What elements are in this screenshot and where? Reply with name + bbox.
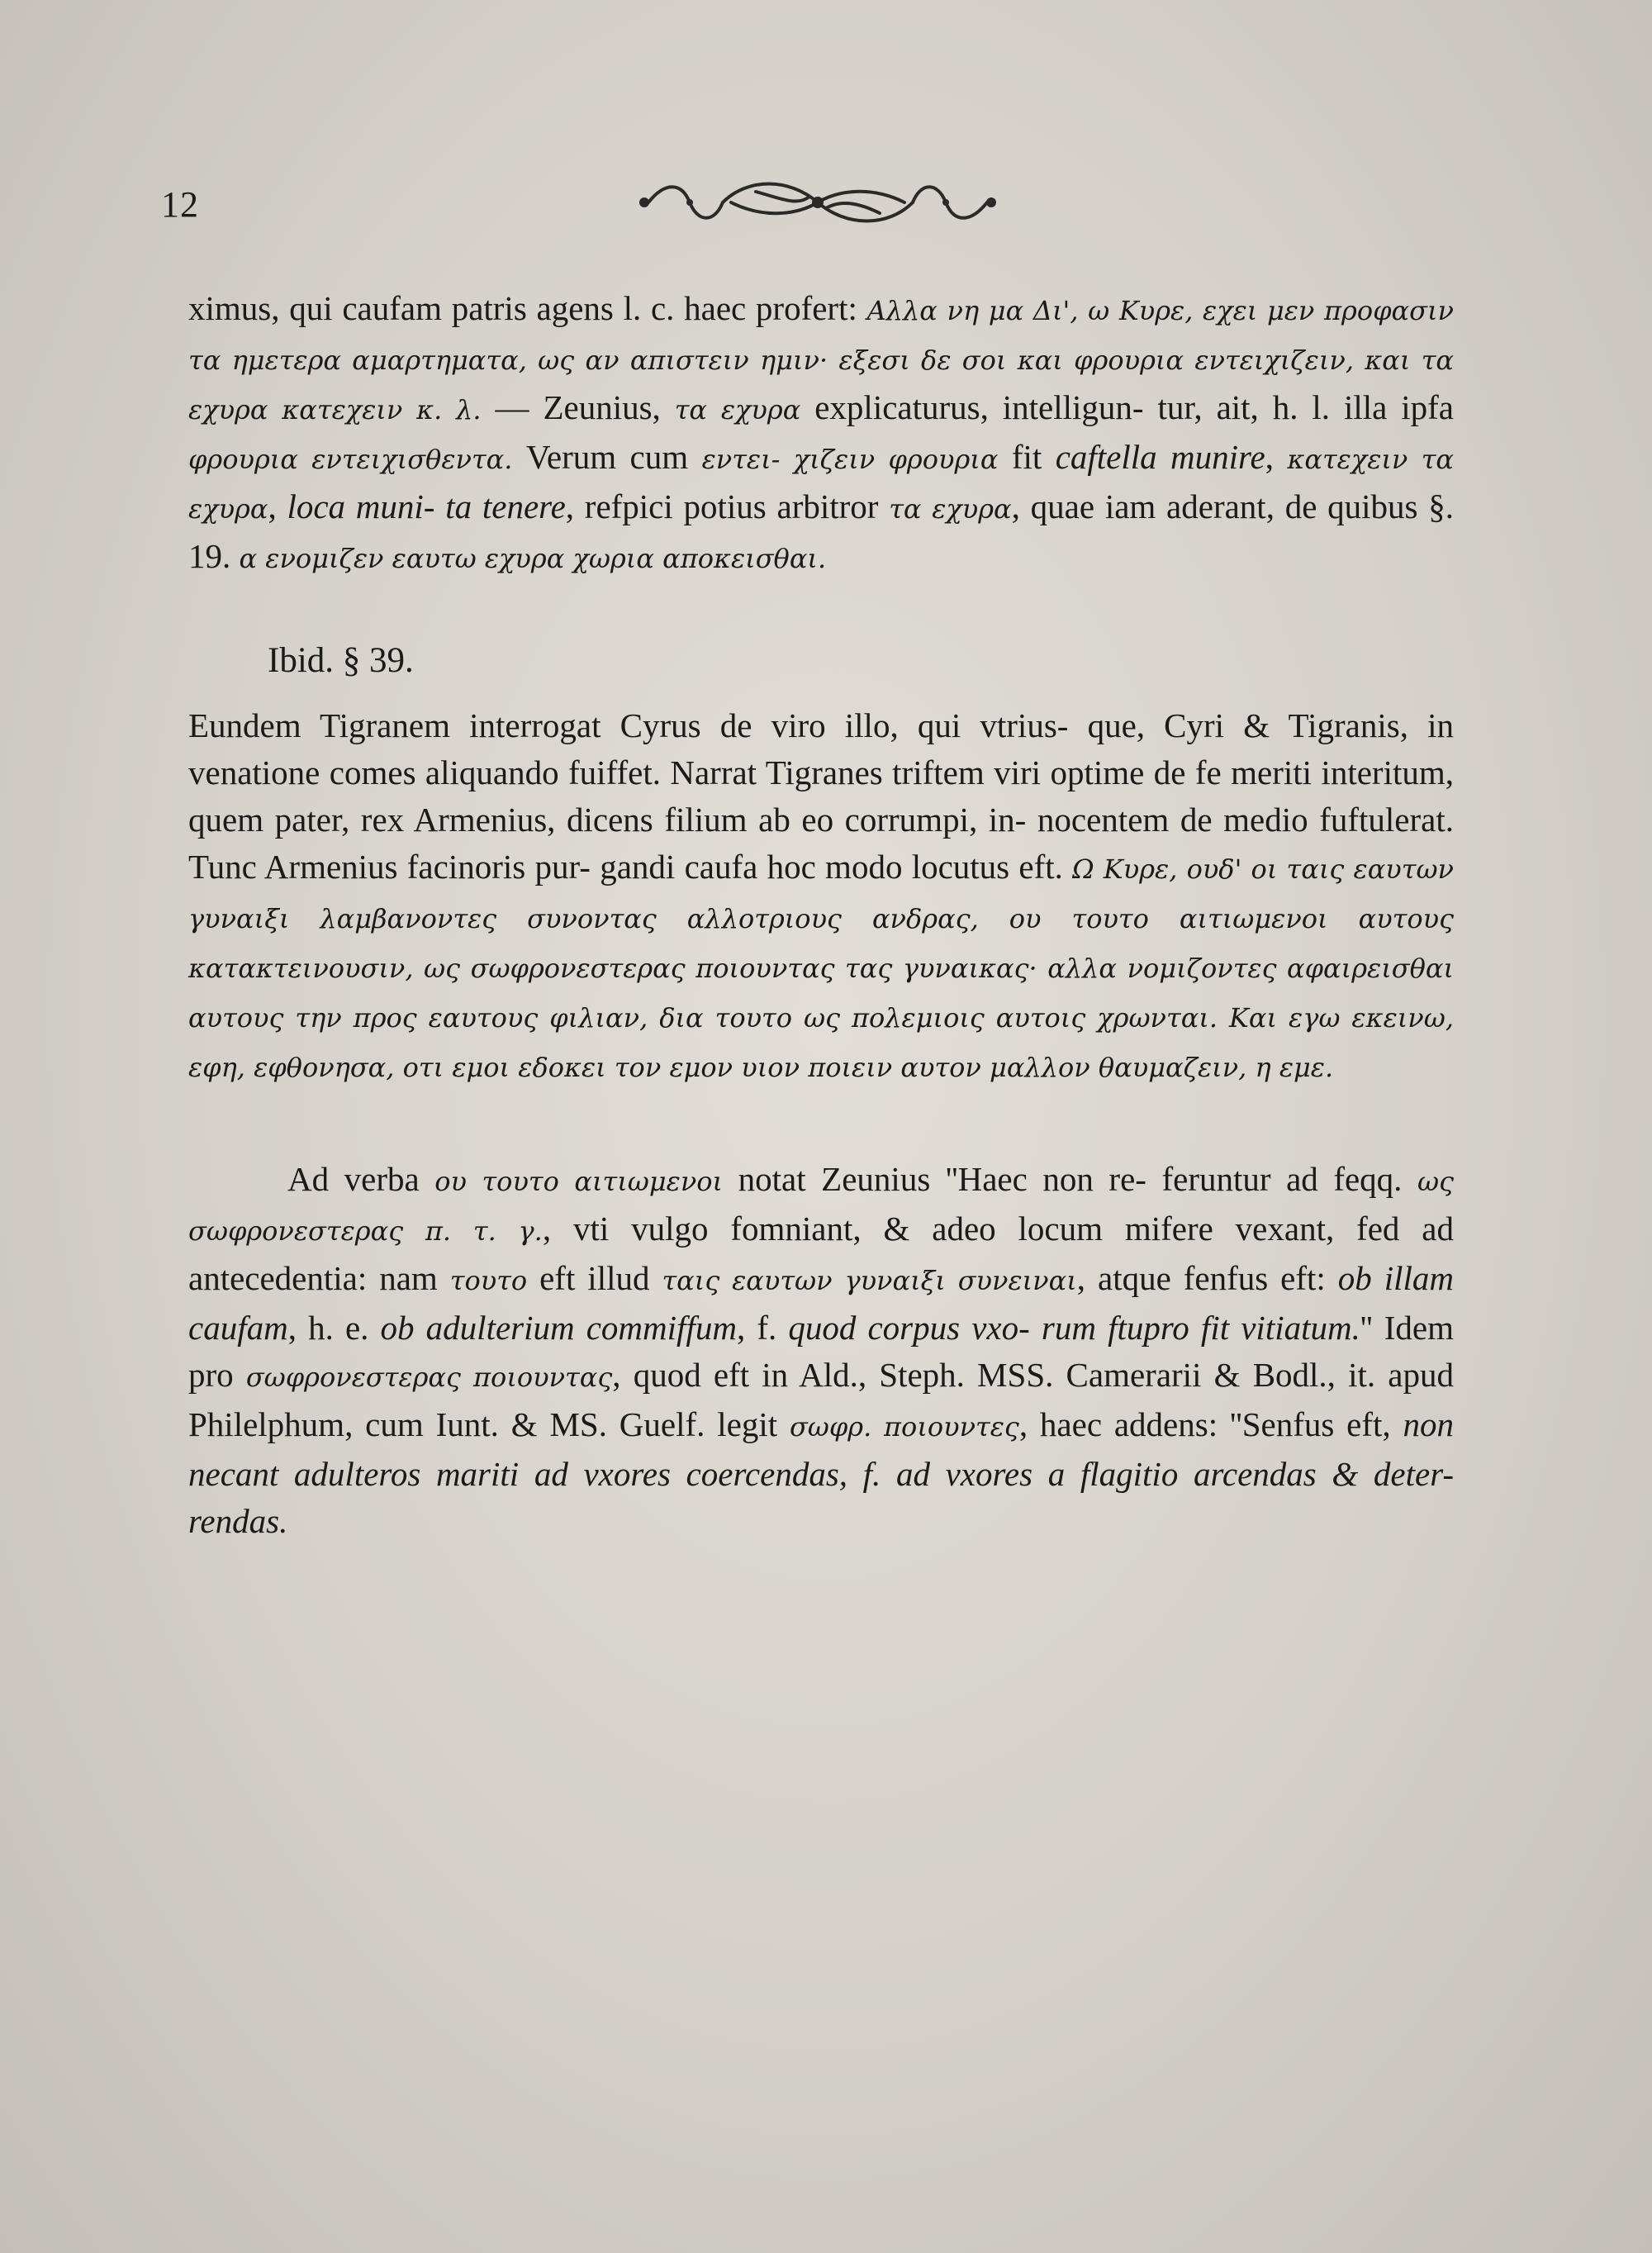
latin-italic: quod corpus vxo- rum ftupro fit vitiatum. xyxy=(788,1309,1360,1347)
greek-quote: Ω Κυρε, ουδ' οι ταις εαυτων γυναιξι λαμβανοντες συνοντας αλλοτριους ανδρας, ου τουτο αιτιωμενοι αυτους κατακτεινουσιν, ως σωφρονεστερας ποιουντας τας γυναικας· αλλα νομιζοντες αφαιρεισθαι αυτους την προς εαυτους φιλιαν, δια τουτο ως πολεμιοις αυτοις χρωνται. Και εγω εκεινω, εφη, εφθονησα, οτι εμοι εδοκει τον εμον υιον ποιειν αυτον μαλλον θαυμαζειν, η εμε. xyxy=(188,853,1455,1083)
greek-term: σωφρονεστερας ποιουντας xyxy=(245,1362,613,1393)
text: , haec addens: ''Senfus eft, xyxy=(1018,1405,1403,1443)
greek-quote: α ενομιζεν εαυτω εχυρα χωρια αποκεισθαι. xyxy=(239,543,827,574)
greek-term: τουτο xyxy=(449,1265,528,1296)
greek-term: φρουρια εντειχισθεντα. xyxy=(188,444,513,475)
text: Eundem Tigranem interrogat Cyrus de viro illo, qui vtrius- que, Cyri & Tigranis, in venatione comes aliquando fuiffet. Narrat Tigranes triftem viri optime de fe meriti interitum, quem pater, rex Armenius, dicens filium ab eo corrumpi, in- nocentem de medio fuftulerat. Tunc Armenius facinoris pur- gandi caufa hoc modo locutus eft. xyxy=(188,706,1454,886)
greek-term: τα εχυρα xyxy=(674,394,801,425)
paragraph-narrative xyxy=(188,702,1454,1091)
latin-italic: non necant adulteros mariti ad vxores coercendas, f. ad vxores a flagitio arcendas & deter- rendas. xyxy=(188,1405,1454,1540)
text: fit xyxy=(998,438,1056,476)
paragraph-continuation xyxy=(188,285,1454,582)
latin-italic: loca muni- ta tenere xyxy=(287,487,566,525)
text: eft illud xyxy=(527,1259,662,1297)
greek-term: ταις εαυτων γυναιξι συνειναι xyxy=(662,1265,1077,1296)
page-header xyxy=(161,183,1474,258)
latin-italic: caftella munire xyxy=(1055,438,1265,476)
latin-italic: ob illam caufam xyxy=(188,1259,1455,1347)
text: , vti vulgo fomniant, & adeo locum mifere vexant, fed ad antecedentia: nam xyxy=(188,1210,1454,1297)
text: , quae iam aderant, de quibus §. 19. xyxy=(188,487,1455,575)
greek-term: σωφρ. ποιουντες xyxy=(789,1411,1019,1443)
text: Verum cum xyxy=(512,438,702,476)
greek-term: κατεχειν τα εχυρα xyxy=(188,444,1455,525)
text: , h. e. xyxy=(287,1309,381,1347)
section-reference: Ibid. § 39. xyxy=(268,641,414,680)
text: — Zeunius, xyxy=(481,388,675,426)
text: Ad verba xyxy=(287,1160,435,1198)
text: '' Idem pro xyxy=(188,1309,1455,1394)
text: , refpici potius arbitror xyxy=(565,487,890,525)
text: , xyxy=(1265,438,1288,476)
latin-italic: ob adulterium commiffum xyxy=(380,1309,737,1347)
greek-quote: Αλλα νη μα Δι', ω Κυρε, εχει μεν προφασιν τα ημετερα αμαρτηματα, ως αν απιστειν ημιν· εξεσι δε σοι και φρουρια εντειχιζειν, και τα εχυρα κατεχειν κ. λ. xyxy=(188,295,1454,425)
text: , quod eft in Ald., Steph. MSS. Camerarii & Bodl., it. apud Philelphum, cum Iunt. & MS. Guelf. legit xyxy=(188,1356,1454,1443)
floral-ornament-icon xyxy=(632,173,1004,231)
text: ximus, qui caufam patris agens l. c. haec profert: xyxy=(188,289,867,327)
text: , atque fenfus eft: xyxy=(1076,1259,1338,1297)
text: notat Zeunius ''Haec non re- feruntur ad feqq. xyxy=(723,1160,1417,1198)
page-number: 12 xyxy=(161,184,199,225)
text: explicaturus, intelligun- tur, ait, h. l. illa ipfa xyxy=(800,388,1454,426)
greek-term: ου τουτο αιτιωμενοι xyxy=(434,1166,724,1197)
greek-term: τα εχυρα xyxy=(889,493,1012,525)
page-body xyxy=(188,285,1454,1545)
paragraph-commentary xyxy=(188,1156,1454,1545)
greek-term: ως σωφρονεστερας π. τ. γ. xyxy=(188,1166,1455,1247)
text: , f. xyxy=(736,1309,789,1347)
greek-term: εντει- χιζειν φρουρια xyxy=(701,444,999,475)
text: , xyxy=(268,487,287,525)
